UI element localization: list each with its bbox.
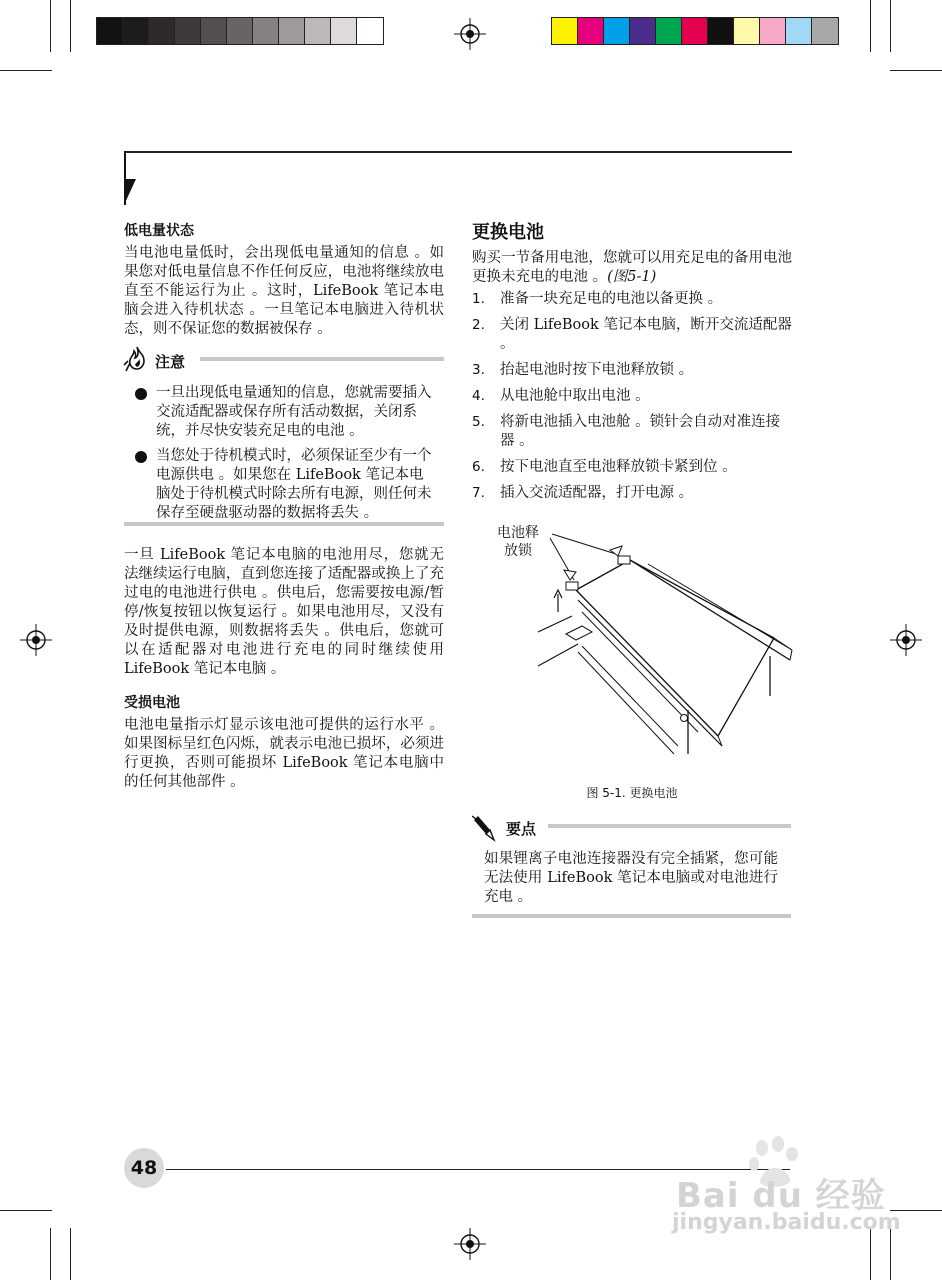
flame-caution-icon	[122, 345, 152, 375]
caution-top-rule	[200, 357, 444, 361]
pencil-tip-icon	[472, 812, 500, 844]
step-text: 关闭 LifeBook 笔记本电脑，断开交流适配器 。	[500, 317, 792, 352]
grayscale-swatch	[123, 18, 149, 44]
caution-list	[124, 384, 432, 529]
damaged-battery-heading: 受损电池	[124, 695, 180, 711]
header-rule	[124, 151, 792, 153]
grayscale-swatch	[357, 18, 383, 44]
grayscale-swatch	[305, 18, 331, 44]
step-text: 从电池舱中取出电池 。	[500, 388, 650, 404]
grayscale-swatch	[149, 18, 175, 44]
caution-title: 注意	[155, 353, 186, 371]
grayscale-swatch	[227, 18, 253, 44]
replace-step	[472, 413, 792, 451]
crop-mark	[50, 0, 51, 52]
grayscale-color-bar	[96, 17, 384, 45]
color-swatch	[760, 18, 786, 44]
step-number: 5.	[472, 414, 485, 430]
grayscale-swatch	[279, 18, 305, 44]
grayscale-swatch	[253, 18, 279, 44]
registration-target-icon	[454, 1228, 486, 1260]
step-number: 2.	[472, 317, 485, 333]
replace-step	[472, 316, 792, 354]
crop-mark	[890, 70, 942, 71]
color-swatch	[812, 18, 838, 44]
tip-top-rule	[548, 824, 791, 828]
replace-step	[472, 458, 792, 477]
figure-label-line: 放锁	[504, 543, 532, 559]
tip-paragraph: 如果锂离子电池连接器没有完全插紧，您可能无法使用 LifeBook 笔记本电脑或对电池进行充电 。	[484, 851, 778, 905]
replace-battery-heading: 更换电池	[472, 222, 544, 243]
step-number: 7.	[472, 485, 485, 501]
replace-steps-list	[472, 290, 792, 510]
grayscale-swatch	[97, 18, 123, 44]
bullet-dot-icon	[135, 451, 147, 463]
caution-item	[124, 384, 432, 441]
watermark-brand: Bai du 经验	[676, 1176, 886, 1216]
crop-mark	[70, 1228, 71, 1280]
watermark-url: jingyan.baidu.com	[672, 1210, 901, 1235]
color-swatch	[578, 18, 604, 44]
figure-caption: 图 5-1. 更换电池	[586, 786, 678, 800]
caution-item-text: 一旦出现低电量通知的信息，您就需要插入交流适配器或保存所有活动数据，关闭系统，并尽快安装充足电的电池 。	[156, 385, 432, 439]
registration-target-icon	[20, 624, 52, 656]
step-number: 6.	[472, 459, 485, 475]
replace-step	[472, 361, 792, 380]
low-battery-paragraph: 当电池电量低时，会出现低电量通知的信息 。如果您对低电量信息不作任何反应，电池将继续放电直至不能运行为止 。这时，LifeBook 笔记本电脑会进入待机状态 。一旦笔记本电脑进入待机状态，则不保证您的数据被保存 。	[124, 245, 444, 337]
figure-label-line: 电池释	[497, 525, 539, 541]
crop-mark	[870, 1228, 871, 1280]
caution-item	[124, 447, 432, 523]
color-swatch	[630, 18, 656, 44]
color-swatch	[604, 18, 630, 44]
step-number: 1.	[472, 291, 485, 307]
grayscale-swatch	[201, 18, 227, 44]
step-text: 将新电池插入电池舱 。锁针会自动对准连接器 。	[500, 414, 781, 449]
replace-step	[472, 387, 792, 406]
caution-bottom-rule	[124, 522, 444, 526]
crop-mark	[0, 1210, 52, 1211]
crop-mark	[890, 1228, 891, 1280]
crop-mark	[870, 0, 871, 52]
crop-mark	[0, 70, 52, 71]
chapter-tab-marker	[124, 151, 138, 205]
color-swatch	[552, 18, 578, 44]
grayscale-swatch	[175, 18, 201, 44]
crop-mark	[70, 0, 71, 52]
battery-replacement-illustration	[538, 520, 796, 760]
replace-step	[472, 484, 792, 503]
caution-item-text: 当您处于待机模式时，必须保证至少有一个电源供电 。如果您在 LifeBook 笔记本电脑处于待机模式时除去所有电源，则任何未保存至硬盘驱动器的数据将丢失 。	[156, 448, 432, 521]
color-swatch	[708, 18, 734, 44]
page-number-badge	[124, 1148, 164, 1188]
step-text: 准备一块充足电的电池以备更换 。	[500, 291, 723, 307]
page-number: 48	[130, 1157, 158, 1179]
intro-text: 购买一节备用电池，您就可以用充足电的备用电池更换未充电的电池 。	[472, 250, 792, 285]
replace-battery-intro	[472, 249, 792, 287]
battery-drained-paragraph: 一旦 LifeBook 笔记本电脑的电池用尽，您就无法继续运行电脑，直到您连接了适配器或换上了充过电的电池进行供电 。供电后，您需要按电源/暂停/恢复按钮以恢复运行 。如果电池用尽，又没有及时提供电源，则数据将丢失 。供电后，您就可以在适配器对电池进行充电的同时继续使用LifeBook 笔记本电脑 。	[124, 547, 444, 677]
crop-mark	[890, 0, 891, 52]
step-number: 4.	[472, 388, 485, 404]
process-color-bar	[551, 17, 839, 45]
step-text: 插入交流适配器，打开电源 。	[500, 485, 694, 501]
color-swatch	[786, 18, 812, 44]
step-text: 按下电池直至电池释放锁卡紧到位 。	[500, 459, 737, 475]
low-battery-heading: 低电量状态	[124, 223, 194, 239]
tip-title: 要点	[506, 820, 537, 838]
registration-target-icon	[890, 624, 922, 656]
color-swatch	[682, 18, 708, 44]
crop-mark	[50, 1228, 51, 1280]
color-swatch	[734, 18, 760, 44]
damaged-battery-paragraph: 电池电量指示灯显示该电池可提供的运行水平 。如果图标呈红色闪烁，就表示电池已损坏，必须进行更换，否则可能损坏 LifeBook 笔记本电脑中的任何其他部件 。	[124, 717, 444, 790]
figure-reference: (图5-1)	[607, 269, 657, 285]
step-text: 抬起电池时按下电池释放锁 。	[500, 362, 694, 378]
step-number: 3.	[472, 362, 485, 378]
bullet-dot-icon	[135, 388, 147, 400]
registration-target-icon	[454, 18, 486, 50]
tip-bottom-rule	[472, 914, 791, 918]
color-swatch	[656, 18, 682, 44]
grayscale-swatch	[331, 18, 357, 44]
replace-step	[472, 290, 792, 309]
